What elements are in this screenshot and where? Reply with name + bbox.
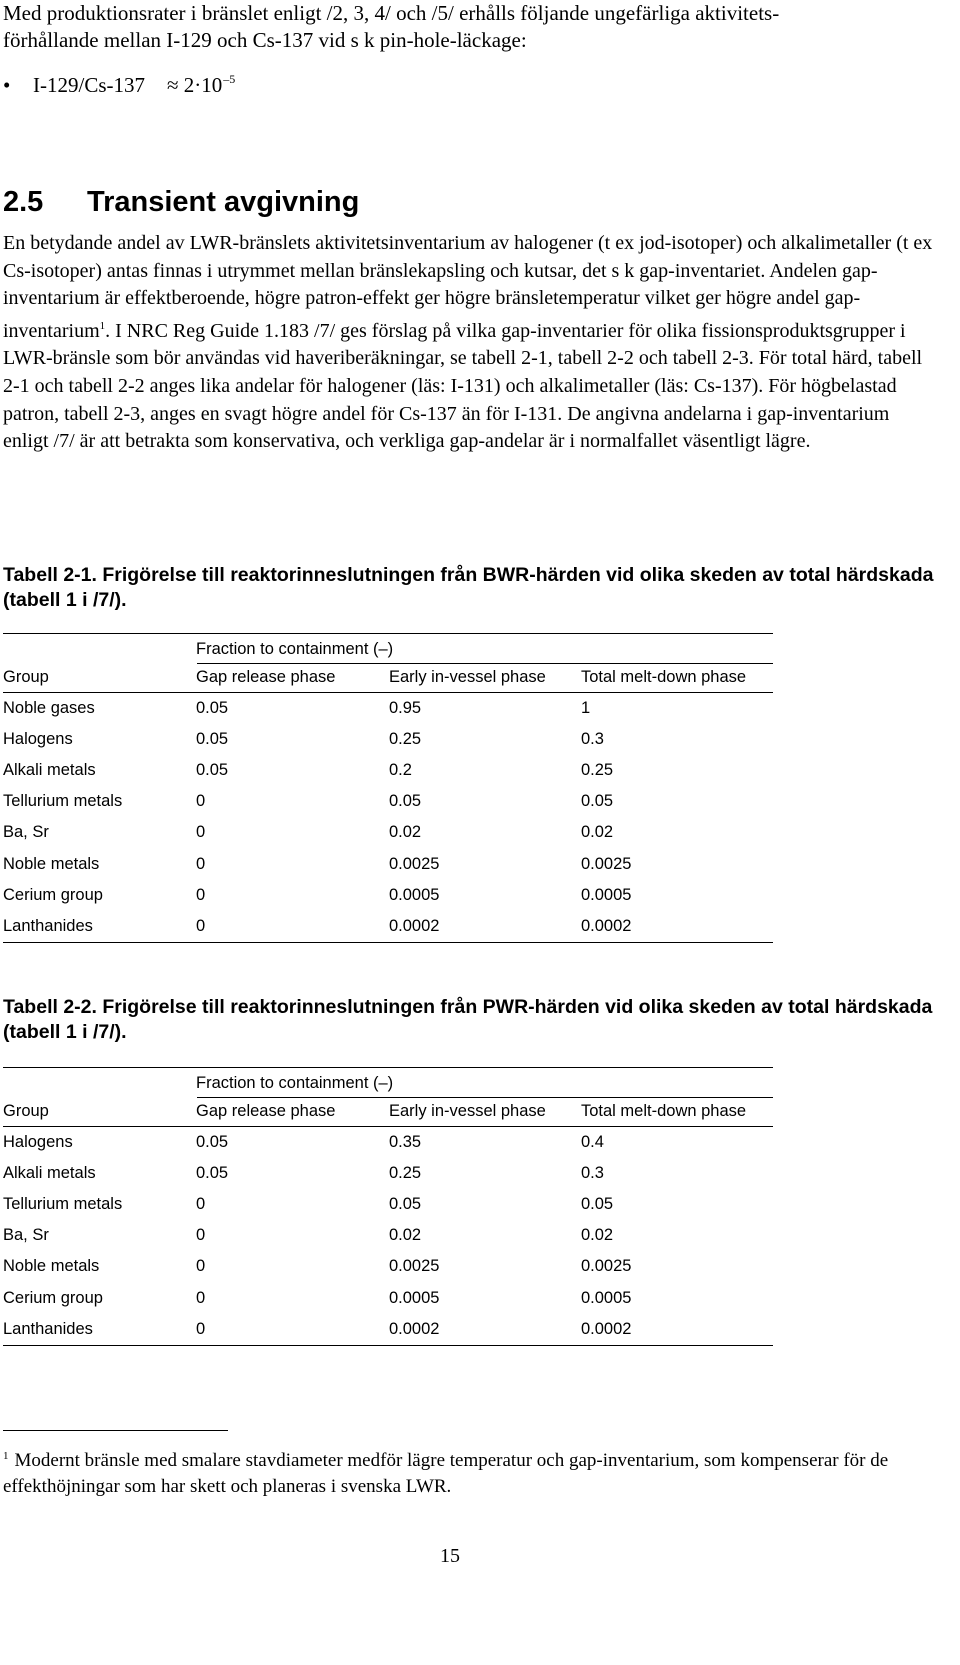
- value-cell: 0.02: [389, 1226, 422, 1245]
- table-1-header-divider: [197, 663, 773, 664]
- group-cell: Tellurium metals: [3, 792, 123, 811]
- section-heading: [3, 186, 359, 219]
- value-cell: 0.05: [196, 761, 229, 780]
- column-header: Gap release phase: [196, 668, 336, 686]
- value-cell: 0.3: [581, 1164, 604, 1183]
- value-cell: 0.02: [581, 823, 614, 842]
- group-cell: Ba, Sr: [3, 823, 49, 842]
- value-cell: 0.05: [196, 1133, 229, 1151]
- footnote-reference: 1: [99, 319, 106, 332]
- value-cell: 0.2: [389, 761, 412, 780]
- value-cell: 0: [196, 854, 206, 873]
- table-2-caption: Tabell 2-2. Frigörelse till reaktorinneslutningen från PWR-härden vid olika skeden av total härdskada (tabell 1 i /7/).: [3, 996, 933, 1043]
- value-cell: 0.0005: [389, 1288, 440, 1307]
- table-2-header-divider: [197, 1097, 773, 1098]
- table-1-header-rule: [3, 692, 773, 693]
- value-cell: 0.0005: [581, 885, 632, 904]
- group-cell: Halogens: [3, 1133, 73, 1151]
- value-cell: 0.0002: [581, 916, 632, 935]
- value-cell: 0.0025: [389, 854, 440, 873]
- footnote-text: Modernt bränsle med smalare stavdiameter medför lägre temperatur och gap-inventarium, som kompenserar för de effekthöjningar som har skett och planeras i svenska LWR.: [3, 1450, 889, 1497]
- value-cell: 0.3: [581, 730, 604, 749]
- table-1-caption: Tabell 2-1. Frigörelse till reaktorinneslutningen från BWR-härden vid olika skeden av total härdskada (tabell 1 i /7/).: [3, 564, 934, 611]
- value-cell: 0.05: [196, 730, 229, 749]
- group-cell: Alkali metals: [3, 761, 96, 780]
- value-cell: 0.35: [389, 1133, 422, 1151]
- section-number: 2.5: [3, 186, 44, 218]
- table-2-top-rule: [3, 1067, 773, 1068]
- table-1-top-rule: [3, 633, 773, 634]
- value-cell: 0.0005: [581, 1288, 632, 1307]
- page-number: 15: [440, 1545, 460, 1567]
- value-cell: 0.0025: [389, 1257, 440, 1276]
- value-cell: 0.0025: [581, 854, 632, 873]
- value-cell: 0: [196, 823, 206, 842]
- group-cell: Noble gases: [3, 699, 95, 717]
- value-cell: 0.25: [389, 730, 422, 749]
- body-text-part-2: . I NRC Reg Guide 1.183 /7/ ges förslag på vilka gap-inventarier för olika fissionsproduktsgrupper i LWR-bränsle som bör användas vid haveriberäkningar, se tabell 2-1, tabell 2-2 och tabell 2-3. För total härd, tabell 2-1 och tabell 2-2 anges lika andelar för halogener (läs: I-131) och alkalimetaller (läs: Cs-137). För högbelastad patron, tabell 2-3, anges en svagt högre andel för Cs-137 än för I-131. De angivna andelarna i gap-inventarium enligt /7/ är att betrakta som konservativa, och verkliga gap-andelar är i normalfallet väsentligt lägre.: [3, 319, 923, 453]
- value-cell: 0.05: [196, 1164, 229, 1183]
- group-cell: Cerium group: [3, 885, 103, 904]
- ratio-bullet: [3, 66, 235, 99]
- value-cell: 0.02: [581, 1226, 614, 1245]
- column-header: Gap release phase: [196, 1102, 336, 1120]
- column-header: Early in-vessel phase: [389, 668, 546, 686]
- value-cell: 0: [196, 916, 206, 935]
- column-header: Total melt-down phase: [581, 668, 747, 686]
- group-cell: Halogens: [3, 730, 73, 749]
- footnote: [3, 1443, 943, 1500]
- value-cell: 0.0002: [581, 1319, 632, 1338]
- group-cell: Noble metals: [3, 1257, 100, 1276]
- value-cell: 0.0002: [389, 916, 440, 935]
- fraction-header: Fraction to containment (–): [196, 640, 394, 658]
- approx-symbol: ≈: [167, 73, 179, 97]
- column-header: Early in-vessel phase: [389, 1102, 546, 1120]
- value-cell: 0: [196, 1257, 206, 1276]
- value-cell: 0.05: [581, 792, 614, 811]
- body-paragraph: [3, 230, 933, 456]
- value-cell: 0.4: [581, 1133, 604, 1151]
- value-cell: 0.05: [389, 1195, 422, 1214]
- group-cell: Tellurium metals: [3, 1195, 123, 1214]
- group-cell: Noble metals: [3, 854, 100, 873]
- value-cell: 0: [196, 792, 206, 811]
- group-cell: Lanthanides: [3, 1319, 93, 1338]
- value-cell: 0.25: [389, 1164, 422, 1183]
- value-cell: 0: [196, 885, 206, 904]
- value-cell: 0.25: [581, 761, 614, 780]
- value-cell: 0: [196, 1319, 206, 1338]
- value-cell: 0.0005: [389, 885, 440, 904]
- ratio-exponent: –5: [223, 72, 236, 86]
- value-cell: 0.0002: [389, 1319, 440, 1338]
- fraction-header: Fraction to containment (–): [196, 1074, 394, 1092]
- bullet-symbol: •: [3, 73, 11, 97]
- table-2-header-rule: [3, 1126, 773, 1127]
- value-cell: 0.0025: [581, 1257, 632, 1276]
- value-cell: 0.95: [389, 699, 422, 717]
- group-cell: Ba, Sr: [3, 1226, 49, 1245]
- footnote-marker: 1: [3, 1450, 9, 1462]
- value-cell: 1: [581, 699, 591, 717]
- column-header: Total melt-down phase: [581, 1102, 747, 1120]
- ratio-value: 2·10: [183, 73, 223, 97]
- value-cell: 0.05: [389, 792, 422, 811]
- intro-line-2: förhållande mellan I-129 och Cs-137 vid s k pin-hole-läckage:: [3, 28, 527, 52]
- section-title: Transient avgivning: [87, 186, 360, 218]
- table-2-bottom-rule: [3, 1345, 773, 1346]
- column-header: Group: [3, 1102, 49, 1120]
- table-1-bottom-rule: [3, 942, 773, 943]
- footnote-rule: [3, 1430, 228, 1431]
- column-header: Group: [3, 668, 49, 686]
- value-cell: 0.02: [389, 823, 422, 842]
- value-cell: 0: [196, 1226, 206, 1245]
- value-cell: 0.05: [196, 699, 229, 717]
- group-cell: Lanthanides: [3, 916, 93, 935]
- body-text-part-1: En betydande andel av LWR-bränslets aktivitetsinventarium av halogener (t ex jod-isotoper) och alkalimetaller (t ex Cs-isotoper) antas finnas i utrymmet mellan bränslekapsling och kutsar, det s k gap-inventariet. Andelen gap-inventarium är effektberoende, högre patron-effekt ger högre bränsletemperatur vilket ger högre andel gap-inventarium: [3, 232, 933, 342]
- value-cell: 0: [196, 1195, 206, 1214]
- intro-line-1: Med produktionsrater i bränslet enligt /2, 3, 4/ och /5/ erhålls följande ungefärliga aktivitets-: [3, 1, 780, 25]
- intro-paragraph: [3, 0, 943, 54]
- value-cell: 0: [196, 1288, 206, 1307]
- ratio-label: I-129/Cs-137: [33, 73, 145, 97]
- group-cell: Alkali metals: [3, 1164, 96, 1183]
- group-cell: Cerium group: [3, 1288, 103, 1307]
- value-cell: 0.05: [581, 1195, 614, 1214]
